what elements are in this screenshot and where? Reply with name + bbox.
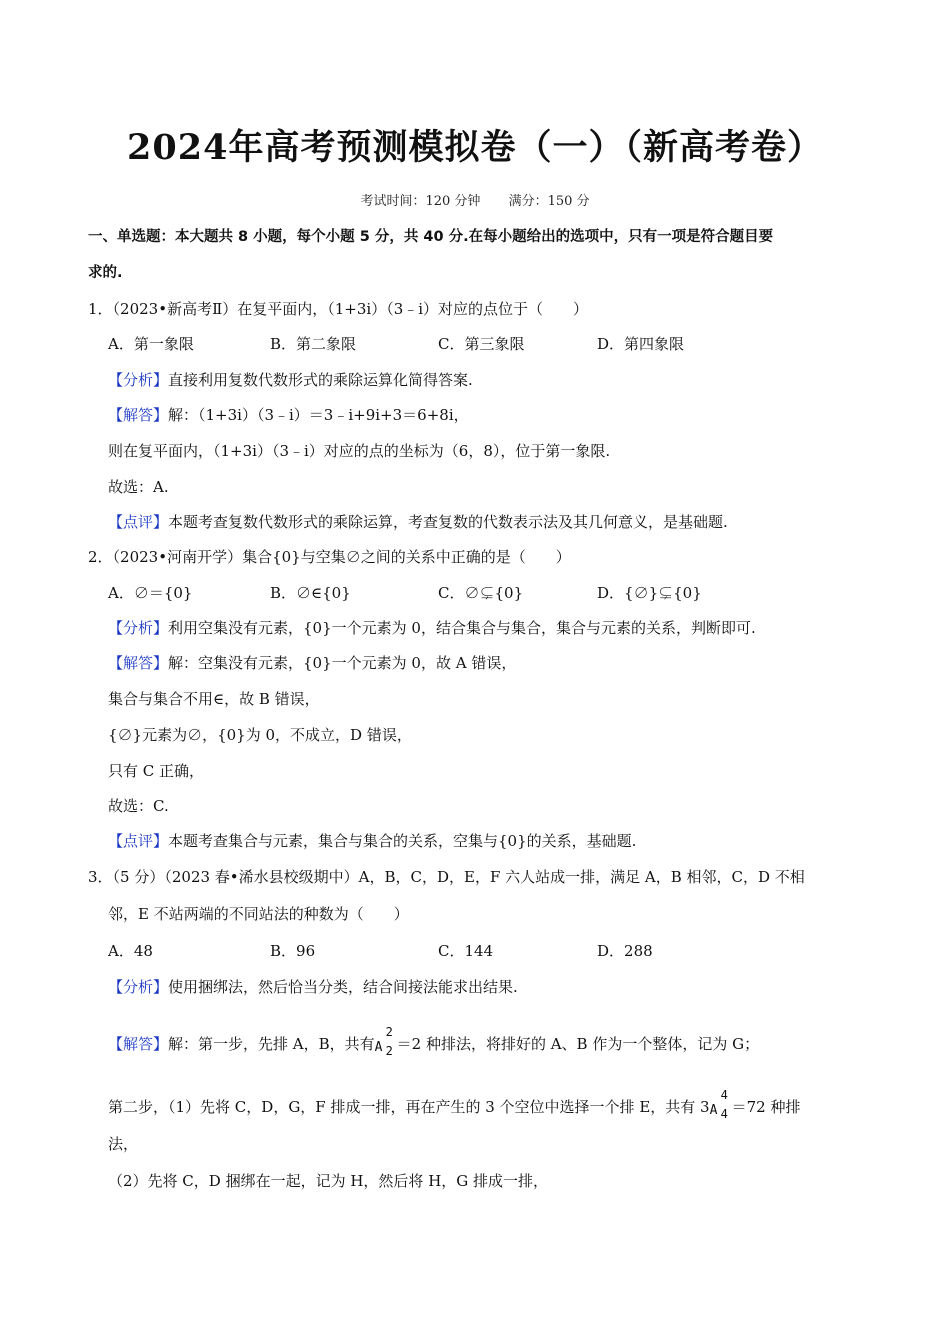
q3-option-b: B．96 [270, 942, 316, 960]
q2-answer: 【解答】解：空集没有元素，{0}一个元素为 0，故 A 错误， [108, 654, 517, 672]
comment-tag: 【点评】 [108, 832, 169, 850]
q2-stem: 2．（2023•河南开学）集合{0}与空集∅之间的关系中正确的是（ ） [88, 548, 571, 566]
section-heading: 一、单选题：本大题共 8 小题，每个小题 5 分，共 40 分.在每小题给出的选项中，只有一项是符合题目要 [88, 229, 774, 245]
answer-tag: 【解答】 [108, 1035, 169, 1053]
q1-option-b: B．第二象限 [270, 335, 357, 353]
q2-comment: 【点评】本题考查集合与元素，集合与集合的关系，空集与{0}的关系，基础题. [108, 832, 637, 850]
q3-option-d: D．288 [597, 942, 653, 960]
q3-stem-cont: 邻，E 不站两端的不同站法的种数为（ ） [108, 905, 409, 923]
q2-answer-line4: 只有 C 正确， [108, 762, 205, 780]
q2-answer-line5: 故选：C. [108, 797, 169, 815]
q3-step2: 第二步，（1）先将 C，D，G，F 排成一排，再在产生的 3 个空位中选择一个排 E，共有 3 A 4 4 ＝72 种排 [108, 1088, 801, 1121]
q3-option-a: A．48 [108, 942, 153, 960]
q1-answer-line3: 故选：A. [108, 478, 169, 496]
q2-answer-line3: {∅}元素为∅，{0}为 0，不成立，D 错误， [108, 726, 412, 744]
q3-stem: 3．（5 分）（2023 春•浠水县校级期中）A，B，C，D，E，F 六人站成一排，满足 A，B 相邻，C，D 不相 [88, 868, 805, 886]
q2-option-d: D．{∅}⊊{0} [597, 584, 702, 602]
page-title: 2024年高考预测模拟卷（一）（新高考卷） [127, 127, 823, 168]
q3-option-c: C．144 [438, 942, 494, 960]
q2-option-b: B．∅∈{0} [270, 584, 351, 602]
q3-analysis: 【分析】使用捆绑法，然后恰当分类，结合间接法能求出结果. [108, 978, 518, 996]
answer-tag: 【解答】 [108, 654, 169, 672]
q2-option-a: A．∅＝{0} [108, 584, 193, 602]
q1-answer-line2: 则在复平面内，（1+3i）（3﹣i）对应的点的坐标为（6，8），位于第一象限. [108, 442, 611, 460]
q1-option-a: A．第一象限 [108, 335, 194, 353]
q1-option-c: C．第三象限 [438, 335, 525, 353]
analysis-tag: 【分析】 [108, 371, 169, 389]
q3-answer: 【解答】解：第一步，先排 A，B，共有 A 2 2 ＝2 种排法，将排好的 A、B 作为一个整体，记为 G； [108, 1025, 760, 1058]
answer-tag: 【解答】 [108, 406, 169, 424]
q1-comment: 【点评】本题考查复数代数形式的乘除运算，考查复数的代数表示法及其几何意义，是基础题. [108, 513, 728, 531]
q2-answer-line2: 集合与集合不用∈，故 B 错误， [108, 690, 320, 708]
q3-step2-cont: 法， [108, 1135, 139, 1153]
analysis-tag: 【分析】 [108, 978, 169, 996]
section-heading-cont: 求的. [88, 265, 123, 281]
comment-tag: 【点评】 [108, 513, 169, 531]
q1-analysis: 【分析】直接利用复数代数形式的乘除运算化简得答案. [108, 371, 473, 389]
exam-meta [0, 190, 950, 209]
q3-step3: （2）先将 C，D 捆绑在一起，记为 H，然后将 H，G 排成一排， [108, 1172, 549, 1190]
exam-time: 考试时间：120 分钟 [360, 194, 481, 209]
analysis-tag: 【分析】 [108, 619, 169, 637]
q1-option-d: D．第四象限 [597, 335, 685, 353]
q1-stem: 1．（2023•新高考Ⅱ）在复平面内，（1+3i）（3﹣i）对应的点位于（ ） [88, 300, 589, 318]
q1-answer: 【解答】解：（1+3i）（3﹣i）＝3﹣i+9i+3＝6+8i， [108, 406, 469, 424]
q2-analysis: 【分析】利用空集没有元素，{0}一个元素为 0，结合集合与集合，集合与元素的关系，判断即可. [108, 619, 756, 637]
exam-score: 满分：150 分 [508, 194, 590, 209]
permutation-a44: A 4 4 [709, 1088, 728, 1121]
permutation-a22: A 2 2 [374, 1025, 393, 1058]
q2-option-c: C．∅⊊{0} [438, 584, 524, 602]
